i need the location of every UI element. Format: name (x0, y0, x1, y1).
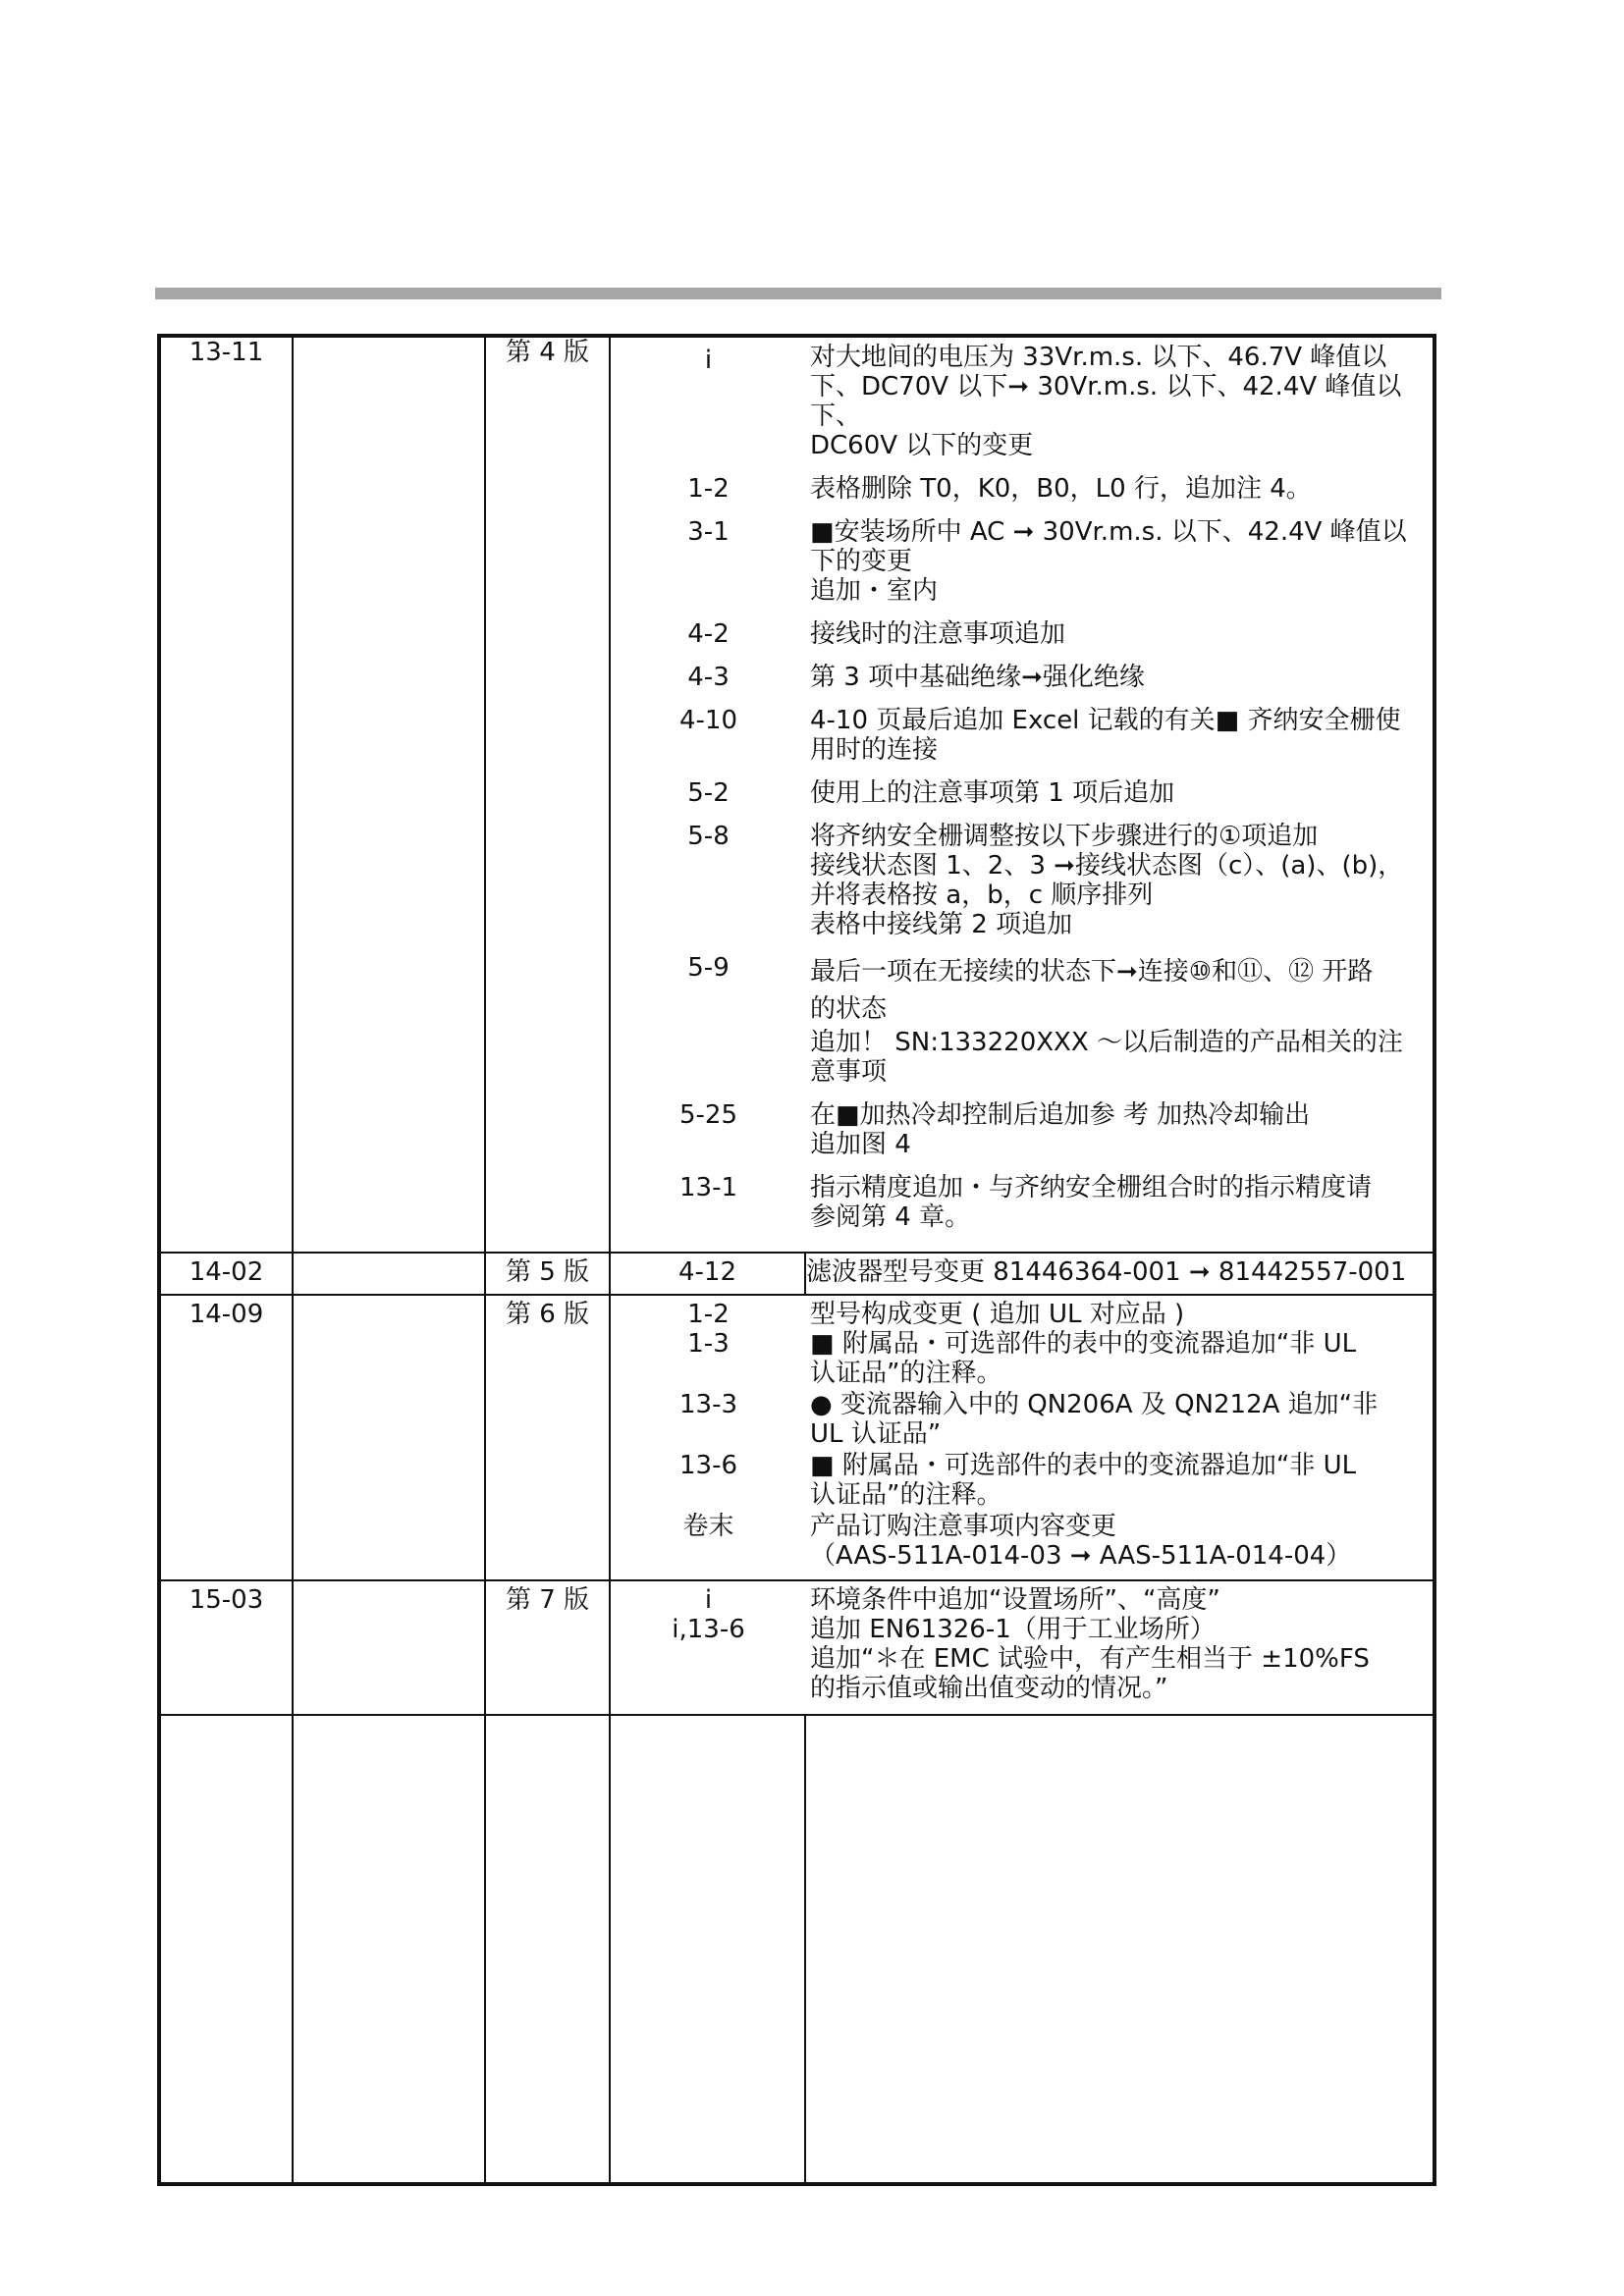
change-text: 第 3 项中基础绝缘➞强化绝缘 (810, 663, 1145, 692)
page-ref: 5-25 (678, 1100, 737, 1130)
change-text: 在■加热冷却控制后追加参 考 加热冷却输出 追加图 4 (810, 1100, 1311, 1159)
change-text: 对大地间的电压为 33Vr.m.s. 以下、46.7V 峰值以 下、DC70V 以下➞ 30Vr.m.s. 以下、42.4V 峰值以下、 DC60V 以下的变更 (810, 343, 1402, 460)
change-text: ■安装场所中 AC ➞ 30Vr.m.s. 以下、42.4V 峰值以 下的变更 追加・室内 (810, 517, 1407, 606)
table-row (159, 1253, 1435, 1295)
change-text: 产品订购注意事项内容变更 （AAS-511A-014-03 ➞ AAS-511A-014-04） (810, 1512, 1352, 1571)
blank-cell (293, 1715, 485, 2184)
blank-cell (485, 1715, 610, 2184)
blank-cell (293, 1295, 485, 1580)
page-ref: 3-1 (687, 517, 730, 547)
table-row (159, 1580, 1435, 1715)
change-text: 表格删除 T0，K0，B0，L0 行，追加注 4。 (810, 474, 1312, 504)
change-text: 最后一项在无接续的状态下➞连接⑩和⑪、⑫ 开路 的状态 追加！ SN:133220XXX ～以后制造的产品相关的注 意事项 (810, 957, 1403, 1087)
page-ref: i (704, 346, 713, 375)
page-cell (610, 336, 1435, 1253)
change-text: ● 变流器输入中的 QN206A 及 QN212A 追加“非 UL 认证品” (810, 1390, 1379, 1449)
page-ref: 1-2 (687, 1300, 730, 1329)
page-ref: 卷末 (682, 1512, 734, 1541)
change-text: ■ 附属品・可选部件的表中的变流器追加“非 UL 认证品”的注释。 (810, 1451, 1357, 1510)
page-ref: i (704, 1585, 713, 1615)
date-cell: 13-11 (159, 336, 293, 1253)
page-ref: 13-3 (678, 1390, 737, 1419)
change-text: 环境条件中追加“设置场所”、“高度” (810, 1585, 1220, 1615)
blank-cell (293, 336, 485, 1253)
date-cell: 14-09 (159, 1295, 293, 1580)
date-cell: 14-02 (159, 1253, 293, 1295)
page-ref: 5-2 (687, 778, 730, 808)
page-cell (610, 1295, 1435, 1580)
page-ref: 13-1 (678, 1173, 737, 1202)
change-text: 使用上的注意事项第 1 项后追加 (810, 778, 1175, 808)
blank-cell (805, 1715, 1435, 2184)
change-text: 追加 EN61326-1（用于工业场所） 追加“＊在 EMC 试验中，有产生相当于 ±10%FS 的指示值或输出值变动的情况。” (810, 1615, 1370, 1703)
blank-cell (293, 1253, 485, 1295)
page-ref: 1-2 (687, 474, 730, 504)
change-text: 指示精度追加・与齐纳安全栅组合时的指示精度请 参阅第 4 章。 (810, 1173, 1373, 1232)
change-text: 将齐纳安全栅调整按以下步骤进行的①项追加 接线状态图 1、2、3 ➞接线状态图（c）、(a)、(b)， 并将表格按 a，b，c 顺序排列 表格中接线第 2 项追加 (810, 822, 1404, 939)
page-ref: i,13-6 (672, 1615, 745, 1644)
page-ref: 4-3 (687, 663, 730, 692)
page-cell (610, 1580, 1435, 1715)
revision-history-table (157, 334, 1436, 2186)
edition-cell: 第 4 版 (485, 336, 610, 1253)
edition-cell: 第 6 版 (485, 1295, 610, 1580)
change-cell: 滤波器型号变更 81446364-001 ➞ 81442557-001 (805, 1253, 1435, 1295)
edition-cell: 第 5 版 (485, 1253, 610, 1295)
page-ref: 4-2 (687, 619, 730, 649)
blank-cell (159, 1715, 293, 2184)
table-row (159, 1295, 1435, 1580)
blank-cell (293, 1580, 485, 1715)
blank-cell (610, 1715, 805, 2184)
change-text: 4-10 页最后追加 Excel 记载的有关■ 齐纳安全栅使 用时的连接 (810, 706, 1401, 765)
edition-cell: 第 7 版 (485, 1580, 610, 1715)
page-ref: 13-6 (678, 1451, 737, 1480)
page-ref: 5-8 (687, 822, 730, 851)
change-text: ■ 附属品・可选部件的表中的变流器追加“非 UL 认证品”的注释。 (810, 1329, 1357, 1388)
change-text: 型号构成变更 ( 追加 UL 对应品 ) (810, 1300, 1185, 1329)
table-row-empty (159, 1715, 1435, 2184)
date-cell: 15-03 (159, 1580, 293, 1715)
page-ref: 4-10 (678, 706, 737, 735)
header-rule (155, 288, 1441, 299)
change-text: 接线时的注意事项追加 (810, 619, 1066, 649)
page-ref: 5-9 (687, 953, 730, 983)
page-cell: 4-12 (610, 1253, 805, 1295)
page-ref: 1-3 (687, 1329, 730, 1359)
table-row (159, 336, 1435, 1253)
